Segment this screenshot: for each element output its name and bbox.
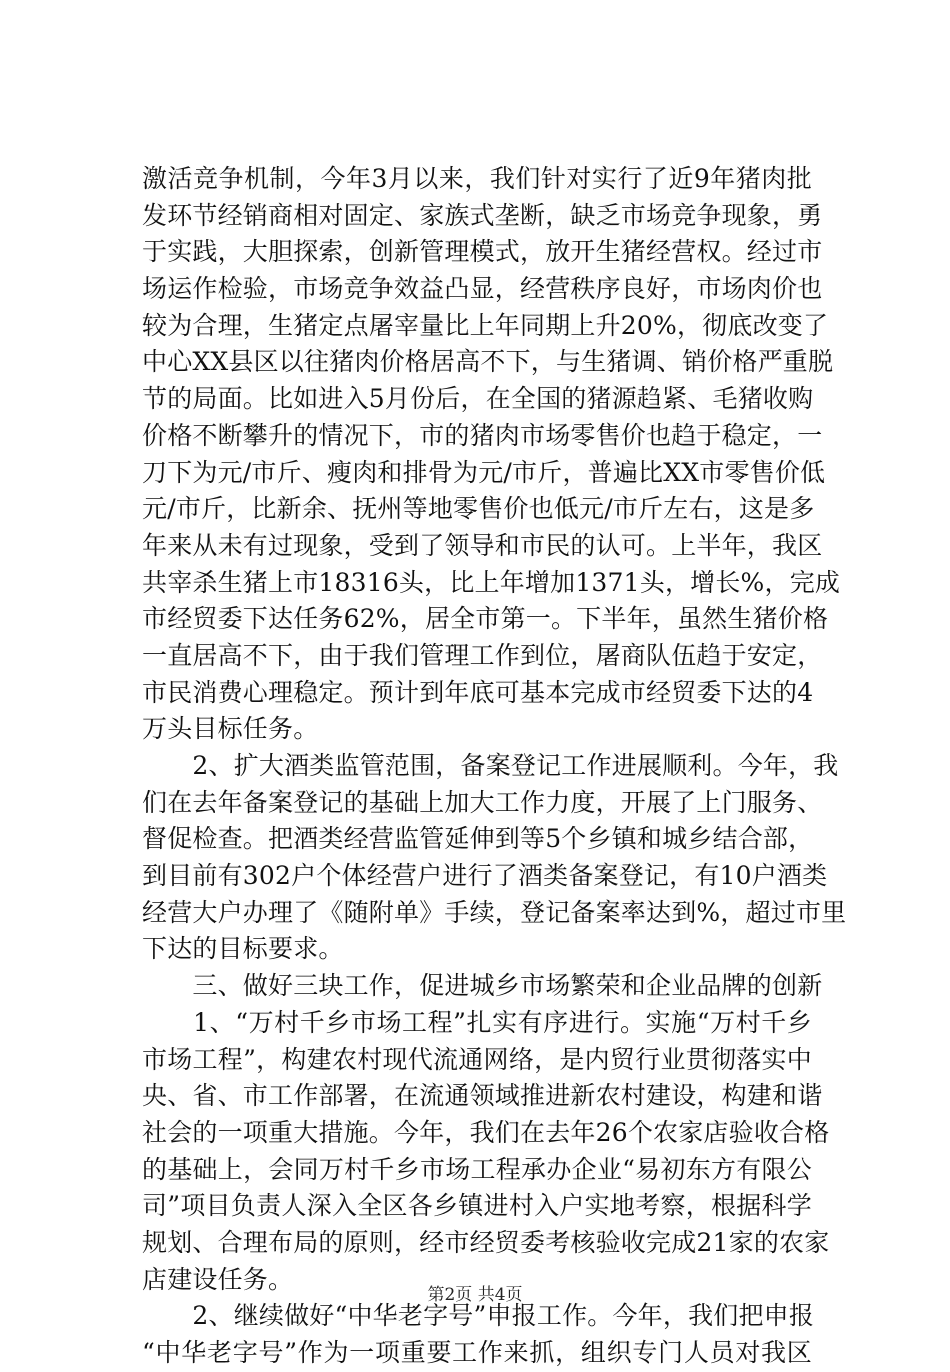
text-line: 场运作检验，市场竞争效益凸显，经营秩序良好，市场肉价也 <box>142 274 823 304</box>
text-line: 2、扩大酒类监管范围，备案登记工作进展顺利。今年，我 <box>142 751 839 780</box>
text-line: 刀下为元/市斤、瘦肉和排骨为元/市斤，普遍比XX市零售价低 <box>142 457 826 487</box>
text-line: 市经贸委下达任务62%，居全市第一。下半年，虽然生猪价格 <box>142 604 829 634</box>
text-line: 价格不断攀升的情况下，市的猪肉市场零售价也趋于稳定，一 <box>142 420 823 450</box>
document-body <box>142 161 847 1372</box>
page-footer: 第2页 共4页 <box>427 1285 523 1305</box>
text-line: 们在去年备案登记的基础上加大工作力度，开展了上门服务、 <box>142 787 823 817</box>
text-line: 社会的一项重大措施。今年，我们在去年26个农家店验收合格 <box>142 1117 830 1147</box>
text-line: 经营大户办理了《随附单》手续，登记备案率达到%，超过市里 <box>142 897 847 927</box>
text-line: 店建设任务。 <box>142 1264 294 1294</box>
text-line: 1、“万村千乡市场工程”扎实有序进行。实施“万村千乡 <box>142 1007 812 1037</box>
text-line: 市民消费心理稳定。预计到年底可基本完成市经贸委下达的4 <box>142 677 814 707</box>
text-line: 较为合理，生猪定点屠宰量比上年同期上升20%，彻底改变了 <box>142 310 829 340</box>
text-line: “中华老字号”作为一项重要工作来抓，组织专门人员对我区 <box>142 1338 812 1367</box>
text-line: 激活竞争机制，今年3月以来，我们针对实行了近9年猪肉批 <box>142 164 812 193</box>
text-line: 节的局面。比如进入5月份后，在全国的猪源趋紧、毛猪收购 <box>142 384 814 414</box>
text-line: 司”项目负责人深入全区各乡镇进村入户实地考察，根据科学 <box>142 1191 812 1221</box>
text-line: 下达的目标要求。 <box>142 934 344 964</box>
text-line: 共宰杀生猪上市18316头，比上年增加1371头，增长%，完成 <box>142 567 841 597</box>
text-line: 发环节经销商相对固定、家族式垄断，缺乏市场竞争现象，勇 <box>142 200 823 230</box>
text-line: 一直居高不下，由于我们管理工作到位，屠商队伍趋于安定， <box>142 640 823 670</box>
text-line: 元/市斤，比新余、抚州等地零售价也低元/市斤左右，这是多 <box>142 494 815 524</box>
text-line: 央、省、市工作部署，在流通领域推进新农村建设，构建和谐 <box>142 1081 823 1111</box>
text-line: 中心XX县区以往猪肉价格居高不下，与生猪调、销价格严重脱 <box>142 347 834 377</box>
text-line: 市场工程”，构建农村现代流通网络，是内贸行业贯彻落实中 <box>142 1044 812 1074</box>
text-line: 于实践，大胆探索，创新管理模式，放开生猪经营权。经过市 <box>142 237 823 267</box>
text-line: 的基础上，会同万村千乡市场工程承办企业“易初东方有限公 <box>142 1154 812 1184</box>
text-line: 督促检查。把酒类经营监管延伸到等5个乡镇和城乡结合部， <box>142 824 814 854</box>
text-line: 年来从未有过现象，受到了领导和市民的认可。上半年，我区 <box>142 530 823 560</box>
text-line: 规划、合理布局的原则，经市经贸委考核验收完成21家的农家 <box>142 1227 830 1257</box>
text-line: 三、做好三块工作，促进城乡市场繁荣和企业品牌的创新 <box>142 971 823 1001</box>
text-line: 到目前有302户个体经营户进行了酒类备案登记，有10户酒类 <box>142 861 828 891</box>
text-line: 万头目标任务。 <box>142 714 319 744</box>
text-line: 2、继续做好“中华老字号”申报工作。今年，我们把申报 <box>142 1301 815 1331</box>
